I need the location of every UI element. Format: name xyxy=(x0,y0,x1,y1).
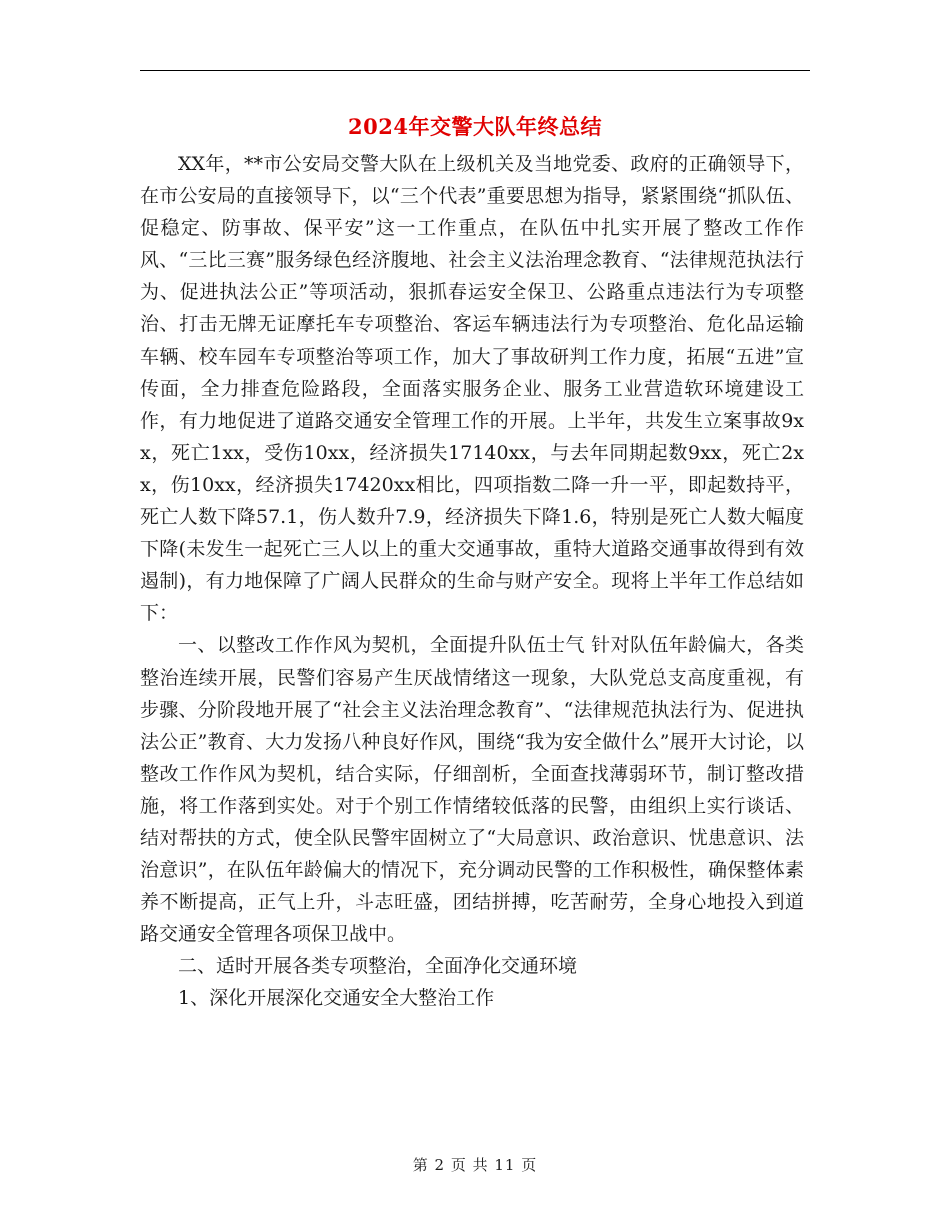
heading-subsection-1: 1、深化开展深化交通安全大整治工作 xyxy=(178,987,495,1010)
header-rule xyxy=(140,70,810,71)
heading-section-2: 二、适时开展各类专项整治，全面净化交通环境 xyxy=(178,955,578,978)
paragraph-section-1: 一、以整改工作作风为契机，全面提升队伍士气 针对队伍年龄偏大，各类整治连续开展，民警们容易产生厌战情绪这一现象，大队党总支高度重视，有步骤、分阶段地开展了“社会主义法治理念教育”、“法律规范执法行为、促进执法公正”教育、大力发扬八种良好作风，围绕“我为安全做什么”展开大讨论，以整改工作作风为契机，结合实际，仔细剖析，全面查找薄弱环节，制订整改措施，将工作落到实处。对于个别工作情绪较低落的民警，由组织上实行谈话、结对帮扶的方式，使全队民警牢固树立了“大局意识、政治意识、忧患意识、法治意识”，在队伍年龄偏大的情况下，充分调动民警的工作积极性，确保整体素养不断提高，正气上升，斗志旺盛，团结拼搏，吃苦耐劳，全身心地投入到道路交通安全管理各项保卫战中。 xyxy=(140,634,804,946)
paragraph-intro: XX年，**市公安局交警大队在上级机关及当地党委、政府的正确领导下，在市公安局的直接领导下，以“三个代表”重要思想为指导，紧紧围绕“抓队伍、促稳定、防事故、保平安”这一工作重点，在队伍中扎实开展了整改工作作风、“三比三赛”服务绿色经济腹地、社会主义法治理念教育、“法律规范执法行为、促进执法公正”等项活动，狠抓春运安全保卫、公路重点违法行为专项整治、打击无牌无证摩托车专项整治、客运车辆违法行为专项整治、危化品运输车辆、校车园车专项整治等项工作，加大了事故研判工作力度，拓展“五进”宣传面，全力排查危险路段，全面落实服务企业、服务工业营造软环境建设工作，有力地促进了道路交通安全管理工作的开展。上半年，共发生立案事故9xx，死亡1xx，受伤10xx，经济损失17140xx，与去年同期起数9xx，死亡2xx，伤10xx，经济损失17420xx相比，四项指数二降一升一平，即起数持平，死亡人数下降57.1，伤人数升7.9，经济损失下降1.6，特别是死亡人数大幅度下降(未发生一起死亡三人以上的重大交通事故，重特大道路交通事故得到有效遏制)，有力地保障了广阔人民群众的生命与财产安全。现将上半年工作总结如下： xyxy=(140,153,804,625)
document-title: 2024年交警大队年终总结 xyxy=(348,114,602,139)
page-footer: 第 2 页 共 11 页 xyxy=(412,1156,538,1174)
document-body xyxy=(140,148,804,1015)
